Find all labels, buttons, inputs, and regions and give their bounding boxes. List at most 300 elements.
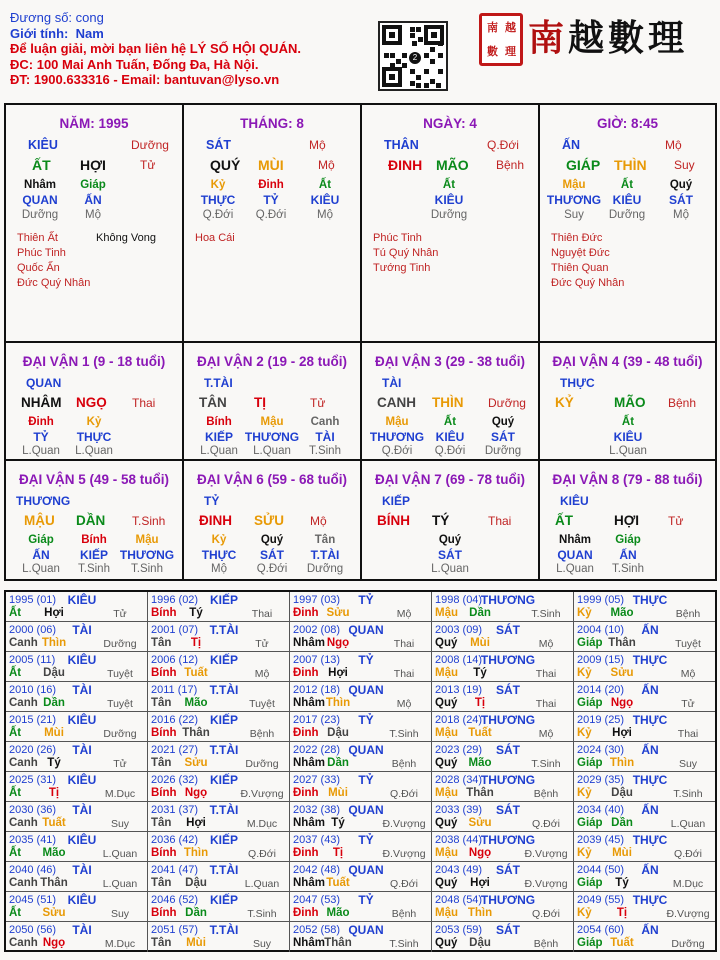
year-label: 2039 (45) (577, 834, 625, 846)
year-cell[interactable] (6, 862, 148, 892)
year-thap-than: KIẾP (209, 893, 239, 907)
pillar-0 (6, 105, 184, 343)
year-stem: Canh (9, 697, 38, 709)
year-branch: Dần (43, 697, 65, 709)
year-cell[interactable] (574, 772, 715, 802)
year-cell[interactable] (290, 712, 432, 742)
year-truong-sinh: Q.Đới (390, 878, 418, 890)
dai-van-hidden-dg: L.Quan (431, 563, 469, 575)
year-truong-sinh: Q.Đới (248, 848, 276, 860)
year-branch: Tý (615, 877, 629, 889)
year-cell[interactable] (290, 772, 432, 802)
dai-van-hidden-dg: L.Quan (22, 445, 60, 457)
year-stem: Mậu (435, 847, 458, 859)
year-cell[interactable] (432, 592, 574, 622)
year-cell[interactable] (6, 742, 148, 772)
year-thap-than: QUAN (348, 683, 384, 697)
year-cell[interactable] (290, 742, 432, 772)
year-label: 2043 (49) (435, 864, 483, 876)
year-label: 2017 (23) (293, 714, 341, 726)
year-cell[interactable] (6, 892, 148, 922)
year-cell[interactable] (148, 862, 290, 892)
year-stem: Ất (9, 727, 22, 739)
dai-van-stem: ĐINH (199, 513, 232, 528)
hidden-truong-sinh: Q.Đới (202, 209, 234, 221)
year-cell[interactable] (432, 712, 574, 742)
year-truong-sinh: Dưỡng (671, 938, 705, 950)
year-thap-than: T.TÀI (209, 623, 239, 637)
year-thap-than: KIẾP (209, 653, 239, 667)
branch-truong-sinh: Tử (140, 158, 156, 172)
year-cell[interactable] (432, 922, 574, 952)
year-branch: Mão (42, 847, 66, 859)
year-thap-than: ẤN (641, 863, 659, 877)
year-label: 1997 (03) (293, 594, 341, 606)
year-branch: Hợi (470, 877, 490, 889)
year-label: 2051 (57) (151, 924, 199, 936)
year-stem: Mậu (435, 907, 458, 919)
year-cell[interactable] (148, 592, 290, 622)
year-cell[interactable] (6, 832, 148, 862)
dai-van-truong-sinh: Mộ (310, 514, 327, 528)
year-truong-sinh: Suy (110, 908, 130, 920)
dai-van-truong-sinh: Dưỡng (488, 396, 526, 410)
year-thap-than: TÀI (72, 803, 92, 817)
year-cell[interactable] (148, 712, 290, 742)
year-thap-than: SÁT (496, 863, 520, 877)
year-branch: Sửu (184, 757, 208, 769)
year-branch: Sửu (326, 607, 350, 619)
dai-van-hidden-dg: L.Quan (253, 445, 291, 457)
year-cell[interactable] (6, 772, 148, 802)
year-stem: Kỷ (577, 847, 592, 859)
dai-van-hidden-dg: T.Sinh (78, 563, 110, 575)
year-branch: Thìn (41, 637, 67, 649)
year-label: 2026 (32) (151, 774, 199, 786)
contact-line-3[interactable]: ĐT: 1900.633316 - Email: bantuvan@lyso.vn (10, 72, 280, 87)
stars-list (551, 231, 624, 291)
year-branch: Thân (466, 787, 494, 799)
hidden-stem: Kỷ (210, 179, 226, 191)
year-truong-sinh: T.Sinh (673, 788, 703, 800)
year-cell[interactable] (148, 622, 290, 652)
star-item: Không Vong (96, 232, 156, 244)
star-item: Tướng Tinh (373, 262, 431, 274)
year-truong-sinh: Suy (110, 818, 130, 830)
star-item: Thiên Quan (551, 262, 609, 274)
year-branch: Dần (185, 907, 207, 919)
year-label: 2045 (51) (9, 894, 57, 906)
year-label: 2012 (18) (293, 684, 341, 696)
year-cell[interactable] (574, 652, 715, 682)
year-branch: Mùi (44, 727, 64, 739)
year-cell[interactable] (6, 802, 148, 832)
year-thap-than: THƯƠNG (480, 833, 536, 847)
year-truong-sinh: Đ.Vượng (666, 908, 710, 920)
year-cell[interactable] (574, 712, 715, 742)
year-cell[interactable] (574, 592, 715, 622)
stars-right (96, 231, 156, 246)
year-truong-sinh: Bệnh (391, 758, 417, 770)
year-cell[interactable] (148, 772, 290, 802)
year-cell[interactable] (290, 832, 432, 862)
year-label: 2049 (55) (577, 894, 625, 906)
year-label: 2029 (35) (577, 774, 625, 786)
hidden-thap-than: ẤN (84, 193, 102, 207)
year-stem: Quý (435, 697, 458, 709)
year-stem: Giáp (577, 697, 603, 709)
year-truong-sinh: Q.Đới (390, 788, 418, 800)
year-stem: Kỷ (577, 727, 592, 739)
year-stem: Nhâm (293, 877, 325, 889)
year-stem: Canh (9, 637, 38, 649)
year-cell[interactable] (432, 682, 574, 712)
hidden-stem: Đinh (258, 179, 284, 191)
year-stem: Ất (9, 607, 22, 619)
year-branch: Mão (184, 697, 208, 709)
earthly-branch: THÌN (614, 157, 647, 173)
year-thap-than: KIẾP (209, 833, 239, 847)
year-cell[interactable] (290, 862, 432, 892)
dai-van-2 (184, 343, 362, 461)
dai-van-hidden-tt: ẤN (32, 548, 50, 562)
year-stem: Ất (9, 787, 22, 799)
dai-van-thap-than: T.TÀI (204, 376, 233, 390)
year-truong-sinh: M.Dục (672, 878, 704, 890)
year-branch: Sửu (610, 667, 634, 679)
year-cell[interactable] (574, 622, 715, 652)
dai-van-hidden-stem: Ất (443, 416, 457, 428)
year-label: 2015 (21) (9, 714, 57, 726)
year-stem: Ất (9, 907, 22, 919)
year-truong-sinh: Dưỡng (103, 728, 137, 740)
dai-van-hidden-dg: T.Sinh (131, 563, 163, 575)
year-cell[interactable] (432, 802, 574, 832)
year-thap-than: T.TÀI (209, 743, 239, 757)
year-stem: Kỷ (577, 667, 592, 679)
year-thap-than: SÁT (496, 923, 520, 937)
year-cell[interactable] (290, 682, 432, 712)
dai-van-hidden-stem: Canh (310, 416, 340, 428)
dai-van-hidden-tt: QUAN (557, 548, 593, 562)
year-thap-than: KIÊU (67, 893, 97, 907)
truong-sinh: Dưỡng (131, 138, 169, 152)
year-stem: Giáp (577, 757, 603, 769)
year-cell[interactable] (574, 832, 715, 862)
year-truong-sinh: Đ.Vượng (524, 848, 568, 860)
year-stem: Tân (151, 637, 172, 649)
year-cell[interactable] (574, 922, 715, 952)
year-thap-than: TÀI (72, 683, 92, 697)
chart-main (4, 103, 717, 581)
year-thap-than: QUAN (348, 923, 384, 937)
year-branch: Thìn (467, 907, 493, 919)
year-stem: Nhâm (293, 697, 325, 709)
hidden-truong-sinh: Dưỡng (608, 209, 646, 221)
year-branch: Ngọ (468, 847, 492, 859)
year-thap-than: T.TÀI (209, 863, 239, 877)
year-thap-than: TỶ (358, 893, 374, 907)
year-label: 2016 (22) (151, 714, 199, 726)
year-cell[interactable] (432, 742, 574, 772)
heavenly-stem: ĐINH (388, 157, 423, 173)
year-cell[interactable] (432, 772, 574, 802)
dai-van-hidden-stem: Bính (81, 534, 107, 546)
dai-van-title: ĐẠI VẬN 6 (59 - 68 tuổi) (196, 472, 348, 487)
dai-van-hidden-dg: Dưỡng (484, 445, 522, 457)
year-branch: Hợi (186, 817, 206, 829)
year-branch: Ngọ (610, 697, 634, 709)
year-stem: Bính (151, 667, 177, 679)
year-thap-than: ẤN (641, 623, 659, 637)
hidden-stem: Nhâm (24, 179, 56, 191)
year-thap-than: THỰC (632, 713, 668, 727)
heavenly-stem: QUÝ (210, 157, 241, 173)
year-branch: Tị (332, 847, 344, 859)
year-cell[interactable] (148, 802, 290, 832)
year-stem: Đinh (293, 787, 319, 799)
year-cell[interactable] (432, 832, 574, 862)
year-truong-sinh: T.Sinh (531, 608, 561, 620)
dai-van-thap-than: TÀI (382, 376, 402, 390)
year-cell[interactable] (432, 892, 574, 922)
year-truong-sinh: Mộ (538, 728, 554, 740)
dai-van-title: ĐẠI VẬN 7 (69 - 78 tuổi) (374, 472, 526, 487)
year-truong-sinh: Suy (678, 758, 698, 770)
year-stem: Kỷ (577, 787, 592, 799)
pillar-2 (362, 105, 540, 343)
year-cell[interactable] (290, 592, 432, 622)
year-branch: Dậu (43, 667, 65, 679)
dai-van-thap-than: TỶ (204, 494, 220, 508)
dai-van-truong-sinh: Thai (488, 514, 512, 528)
year-stem: Ất (9, 847, 22, 859)
year-truong-sinh: Tử (113, 608, 127, 620)
year-stem: Canh (9, 937, 38, 949)
year-truong-sinh: Đ.Vượng (240, 788, 284, 800)
year-thap-than: T.TÀI (209, 803, 239, 817)
year-label: 2020 (26) (9, 744, 57, 756)
year-cell[interactable] (6, 922, 148, 952)
dai-van-hidden-tt: KIẾP (204, 430, 234, 444)
year-label: 2010 (16) (9, 684, 57, 696)
year-label: 2033 (39) (435, 804, 483, 816)
year-cell[interactable] (574, 802, 715, 832)
year-branch: Mùi (612, 847, 632, 859)
dai-van-title: ĐẠI VẬN 1 (9 - 18 tuổi) (22, 354, 166, 369)
year-branch: Thân (324, 937, 352, 949)
thap-than: ẤN (562, 138, 581, 152)
year-thap-than: THỰC (632, 893, 668, 907)
gender-value: Nam (75, 25, 104, 41)
year-cell[interactable] (148, 652, 290, 682)
year-stem: Mậu (435, 787, 458, 799)
year-label: 2002 (08) (293, 624, 341, 636)
id-value: cong (75, 10, 104, 25)
year-stem: Quý (435, 817, 458, 829)
year-truong-sinh: Tuyệt (249, 698, 275, 710)
year-stem: Tân (151, 757, 172, 769)
year-cell[interactable] (290, 892, 432, 922)
year-cell[interactable] (574, 892, 715, 922)
year-truong-sinh: Tuyệt (107, 698, 133, 710)
contact-line-2: ĐC: 100 Mai Anh Tuấn, Đống Đa, Hà Nội. (10, 56, 259, 72)
qr-code-icon[interactable]: 2 (378, 21, 448, 91)
year-branch: Dần (469, 607, 491, 619)
year-label: 2044 (50) (577, 864, 625, 876)
dai-van-truong-sinh: Bệnh (668, 396, 697, 410)
dai-van-truong-sinh: Thai (132, 396, 156, 410)
dai-van-hidden-dg: L.Quan (75, 445, 113, 457)
year-cell[interactable] (574, 682, 715, 712)
year-truong-sinh: Thai (251, 608, 273, 620)
dai-van-3 (362, 343, 540, 461)
year-truong-sinh: Tử (113, 758, 127, 770)
dai-van-stem: CANH (377, 395, 416, 410)
year-label: 2042 (48) (293, 864, 341, 876)
year-truong-sinh: Thai (677, 728, 699, 740)
dai-van-hidden-dg: L.Quan (609, 445, 647, 457)
dai-van-hidden-stem: Kỷ (211, 534, 227, 546)
dai-van-hidden-stem: Mậu (260, 416, 284, 428)
year-truong-sinh: Thai (393, 638, 415, 650)
dai-van-hidden-tt: TÀI (315, 430, 335, 444)
year-stem: Mậu (435, 727, 458, 739)
year-cell[interactable] (432, 862, 574, 892)
year-stem: Nhâm (293, 937, 325, 949)
year-label: 1998 (04) (435, 594, 483, 606)
year-label: 1995 (01) (9, 594, 57, 606)
year-branch: Ngọ (326, 637, 350, 649)
year-cell[interactable] (6, 622, 148, 652)
year-branch: Dậu (327, 727, 349, 739)
dai-van-6 (184, 461, 362, 579)
year-cell[interactable] (432, 652, 574, 682)
dai-van-hidden-stem: Quý (438, 534, 462, 546)
year-truong-sinh: Tử (681, 698, 695, 710)
year-stem: Giáp (577, 817, 603, 829)
year-branch: Tuất (610, 937, 634, 949)
year-label: 2018 (24) (435, 714, 483, 726)
year-branch: Dần (327, 757, 349, 769)
year-label: 2025 (31) (9, 774, 57, 786)
dai-van-stem: TÂN (199, 395, 227, 410)
year-stem: Kỷ (577, 907, 592, 919)
year-label: 2024 (30) (577, 744, 625, 756)
hidden-truong-sinh: Suy (564, 209, 584, 221)
year-thap-than: TÀI (72, 743, 92, 757)
year-branch: Mùi (470, 637, 490, 649)
year-truong-sinh: T.Sinh (247, 908, 277, 920)
dai-van-branch: THÌN (432, 395, 464, 410)
pillar-1 (184, 105, 362, 343)
brand-seal: 南 越 數 理 (479, 13, 523, 66)
year-branch: Tý (47, 757, 61, 769)
dai-van-1 (6, 343, 184, 461)
year-truong-sinh: Tuyệt (675, 638, 701, 650)
year-cell[interactable] (290, 622, 432, 652)
year-thap-than: THƯƠNG (480, 653, 536, 667)
year-thap-than: TỶ (358, 773, 374, 787)
year-branch: Thìn (183, 847, 209, 859)
year-cell[interactable] (6, 682, 148, 712)
year-branch: Mùi (328, 787, 348, 799)
year-thap-than: QUAN (348, 743, 384, 757)
hidden-stem: Mậu (562, 179, 586, 191)
year-stem: Giáp (577, 937, 603, 949)
year-branch: Dậu (469, 937, 491, 949)
year-thap-than: QUAN (348, 863, 384, 877)
year-stem: Nhâm (293, 637, 325, 649)
dai-van-hidden-stem: Đinh (28, 416, 54, 428)
year-cell[interactable] (6, 592, 148, 622)
year-thap-than: TỶ (358, 833, 374, 847)
year-cell[interactable] (574, 742, 715, 772)
dai-van-hidden-tt: KIẾP (79, 548, 109, 562)
year-cell[interactable] (432, 622, 574, 652)
id-label: Đương số: (10, 10, 73, 25)
pillar-3 (540, 105, 715, 343)
year-thap-than: T.TÀI (209, 683, 239, 697)
year-thap-than: QUAN (348, 623, 384, 637)
year-truong-sinh: L.Quan (102, 878, 138, 890)
year-cell[interactable] (6, 652, 148, 682)
year-label: 2031 (37) (151, 804, 199, 816)
year-stem: Tân (151, 697, 172, 709)
pillar-title: THÁNG: 8 (240, 116, 304, 131)
year-label: 2013 (19) (435, 684, 483, 696)
year-cell[interactable] (148, 832, 290, 862)
dai-van-branch: MÃO (614, 395, 646, 410)
year-label: 2053 (59) (435, 924, 483, 936)
year-cell[interactable] (148, 742, 290, 772)
thap-than: KIÊU (28, 138, 58, 152)
dai-van-title: ĐẠI VẬN 2 (19 - 28 tuổi) (196, 354, 348, 369)
dai-van-truong-sinh: Tử (310, 396, 326, 410)
dai-van-hidden-stem: Mậu (385, 416, 409, 428)
pillar-title: NGÀY: 4 (423, 116, 477, 131)
year-cell[interactable] (290, 652, 432, 682)
year-cell[interactable] (148, 922, 290, 952)
year-thap-than: TỶ (358, 593, 374, 607)
thap-than: THÂN (384, 138, 419, 152)
year-stem: Đinh (293, 847, 319, 859)
dai-van-hidden-stem: Nhâm (559, 534, 591, 546)
hidden-thap-than: QUAN (22, 193, 58, 207)
year-thap-than: KIÊU (67, 833, 97, 847)
year-truong-sinh: Mộ (254, 668, 270, 680)
year-cell[interactable] (148, 682, 290, 712)
year-cell[interactable] (148, 892, 290, 922)
year-truong-sinh: Bệnh (675, 608, 701, 620)
hidden-truong-sinh: Dưỡng (21, 209, 59, 221)
year-cell[interactable] (574, 862, 715, 892)
year-label: 2030 (36) (9, 804, 57, 816)
year-truong-sinh: Mộ (680, 668, 696, 680)
year-cell[interactable] (290, 922, 432, 952)
year-branch: Tị (190, 637, 202, 649)
year-thap-than: THƯƠNG (480, 773, 536, 787)
dai-van-hidden-tt: T.TÀI (310, 548, 340, 562)
year-label: 2006 (12) (151, 654, 199, 666)
year-branch: Tý (331, 817, 345, 829)
year-thap-than: THỰC (632, 773, 668, 787)
year-branch: Mão (468, 757, 492, 769)
year-cell[interactable] (6, 712, 148, 742)
dai-van-hidden-tt: THƯƠNG (369, 430, 425, 444)
year-cell[interactable] (290, 802, 432, 832)
year-thap-than: SÁT (496, 803, 520, 817)
